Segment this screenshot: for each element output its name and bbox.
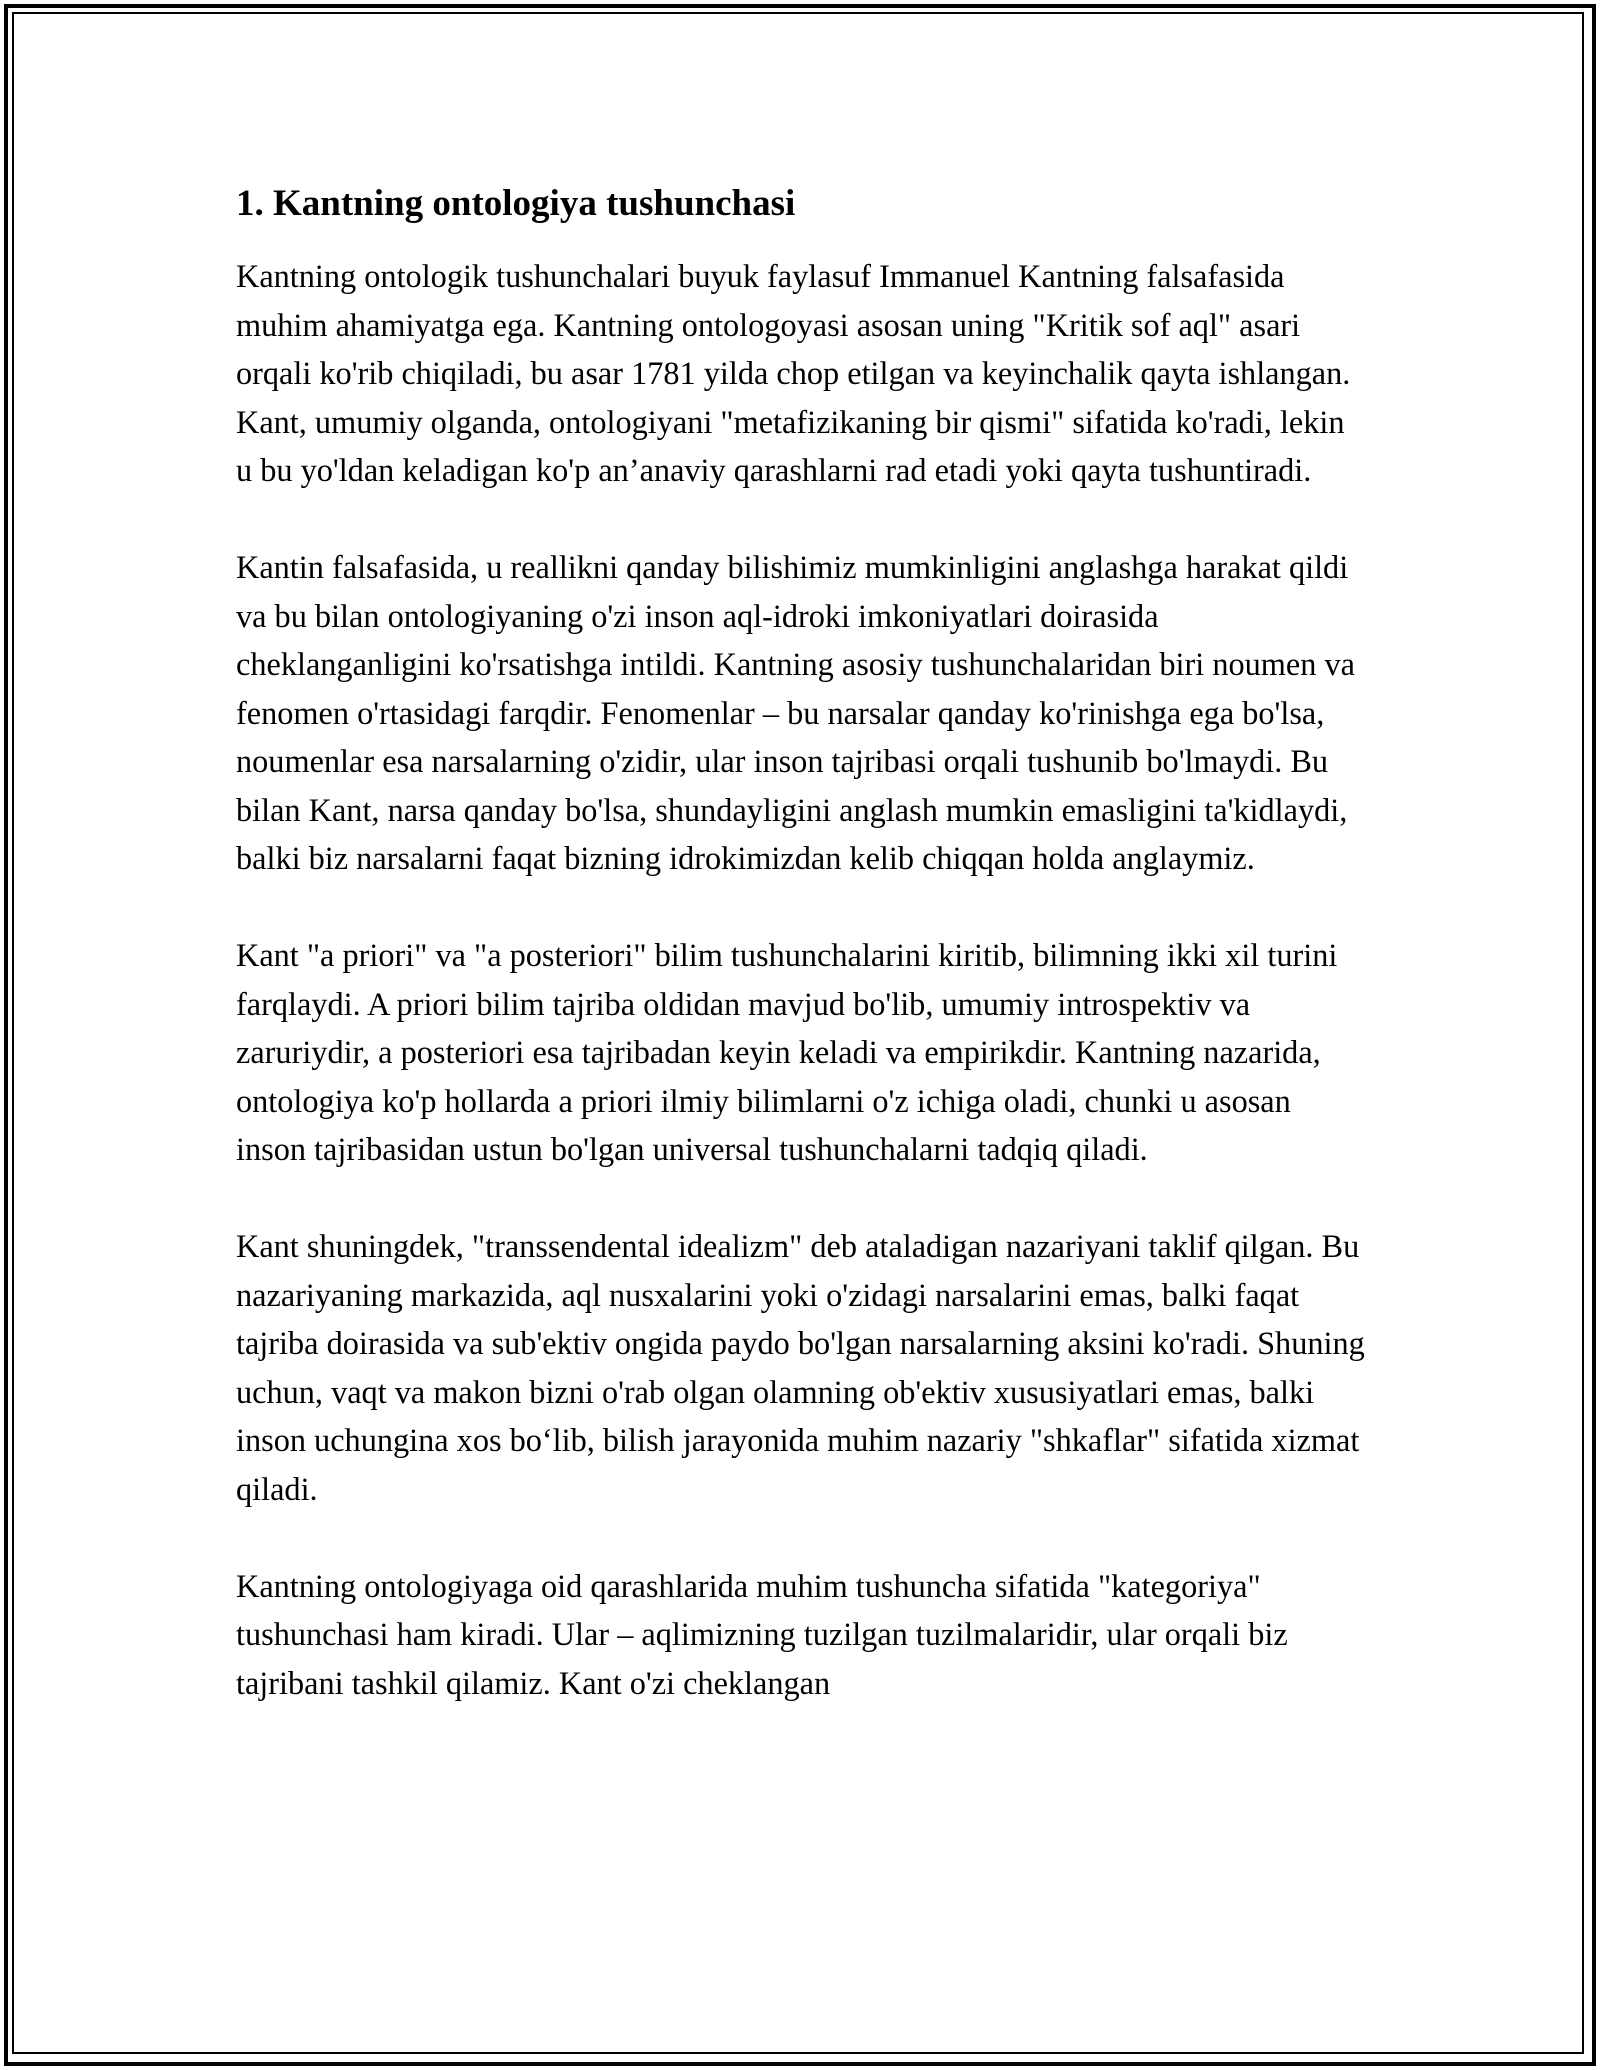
document-body [236, 180, 1366, 1756]
paragraph-1: Kantning ontologik tushunchalari buyuk faylasuf Immanuel Kantning falsafasida muhim ahamiyatga ega. Kantning ontologoyasi asosan uning "Kritik sof aql" asari orqali ko'rib chiqiladi, bu asar 1781 yilda chop etilgan va keyinchalik qayta ishlangan. Kant, umumiy olganda, ontologiyani "metafizikaning bir qismi" sifatida ko'radi, lekin u bu yo'ldan keladigan ko'p an’anaviy qarashlarni rad etadi yoki qayta tushuntiradi. [236, 258, 1351, 489]
section-heading: 1. Kantning ontologiya tushunchasi [236, 183, 796, 224]
paragraph-3: Kant "a priori" va "a posteriori" bilim tushunchalarini kiritib, bilimning ikki xil turini farqlaydi. A priori bilim tajriba oldidan mavjud bo'lib, umumiy introspektiv va zaruriydir, a posteriori esa tajribadan keyin keladi va empirikdir. Kantning nazarida, ontologiya ko'p hollarda a priori ilmiy bilimlarni o'z ichiga oladi, chunki u asosan inson tajribasidan ustun bo'lgan universal tushunchalarni tadqiq qiladi. [236, 937, 1338, 1168]
paragraph-5: Kantning ontologiyaga oid qarashlarida muhim tushuncha sifatida "kategoriya" tushunchasi ham kiradi. Ular – aqlimizning tuzilgan tuzilmalaridir, ular orqali biz tajribani tashkil qilamiz. Kant o'zi cheklangan [236, 1567, 1288, 1701]
paragraph-4: Kant shuningdek, "transsendental idealizm" deb ataladigan nazariyani taklif qilgan. Bu nazariyaning markazida, aql nusxalarini yoki o'zidagi narsalarini emas, balki faqat tajriba doirasida va sub'ektiv ongida paydo bo'lgan narsalarning aksini ko'radi. Shuning uchun, vaqt va makon bizni o'rab olgan olamning ob'ektiv xususiyatlari emas, balki inson uchungina xos bo‘lib, bilish jarayonida muhim nazariy "shkaflar" sifatida xizmat qiladi. [236, 1228, 1365, 1507]
paragraph-2: Kantin falsafasida, u reallikni qanday bilishimiz mumkinligini anglashga harakat qildi va bu bilan ontologiyaning o'zi inson aql-idroki imkoniyatlari doirasida cheklanganligini ko'rsatishga intildi. Kantning asosiy tushunchalaridan biri noumen va fenomen o'rtasidagi farqdir. Fenomenlar – bu narsalar qanday ko'rinishga ega bo'lsa, noumenlar esa narsalarning o'zidir, ular inson tajribasi orqali tushunib bo'lmaydi. Bu bilan Kant, narsa qanday bo'lsa, shundayligini anglash mumkin emasligini ta'kidlaydi, balki biz narsalarni faqat bizning idrokimizdan kelib chiqqan holda anglaymiz. [236, 549, 1355, 877]
